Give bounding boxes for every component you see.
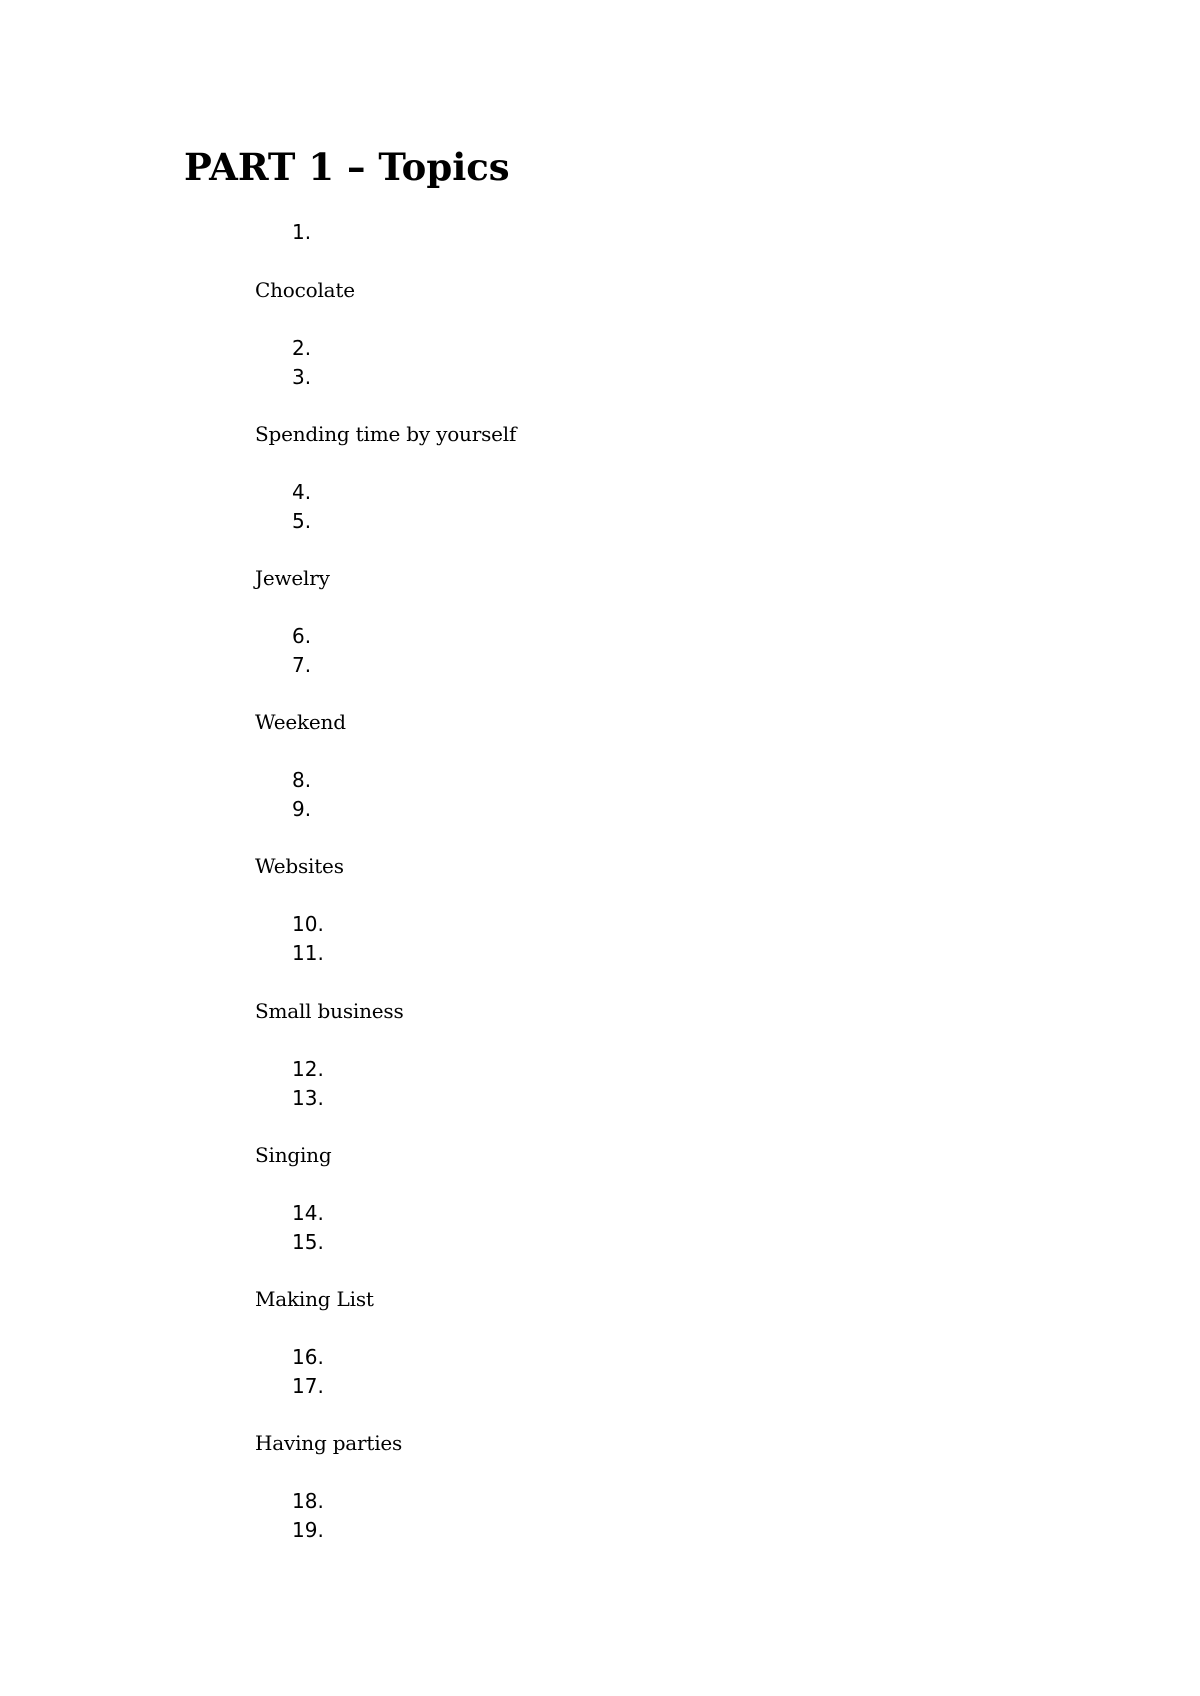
list-number-8: 8. [292, 768, 312, 792]
list-number-6: 6. [292, 624, 312, 648]
page-title: PART 1 – Topics [184, 145, 510, 189]
topic-weekend: Weekend [255, 710, 346, 734]
list-number-18: 18. [292, 1489, 324, 1513]
list-number-10: 10. [292, 912, 324, 936]
topic-jewelry: Jewelry [255, 566, 330, 590]
list-number-15: 15. [292, 1230, 324, 1254]
topic-websites: Websites [255, 854, 344, 878]
list-number-12: 12. [292, 1057, 324, 1081]
list-number-7: 7. [292, 653, 312, 677]
list-number-3: 3. [292, 365, 312, 389]
list-number-9: 9. [292, 797, 312, 821]
topic-having-parties: Having parties [255, 1431, 403, 1455]
list-number-16: 16. [292, 1345, 324, 1369]
list-number-1: 1. [292, 220, 312, 244]
list-number-2: 2. [292, 336, 312, 360]
list-number-4: 4. [292, 480, 312, 504]
topic-singing: Singing [255, 1143, 332, 1167]
topic-making-list: Making List [255, 1287, 374, 1311]
list-number-14: 14. [292, 1201, 324, 1225]
topic-small-business: Small business [255, 999, 404, 1023]
topic-chocolate: Chocolate [255, 278, 355, 302]
list-number-17: 17. [292, 1374, 324, 1398]
list-number-11: 11. [292, 941, 324, 965]
list-number-5: 5. [292, 509, 312, 533]
list-number-19: 19. [292, 1518, 324, 1542]
topic-spending-time: Spending time by yourself [255, 422, 517, 446]
list-number-13: 13. [292, 1086, 324, 1110]
